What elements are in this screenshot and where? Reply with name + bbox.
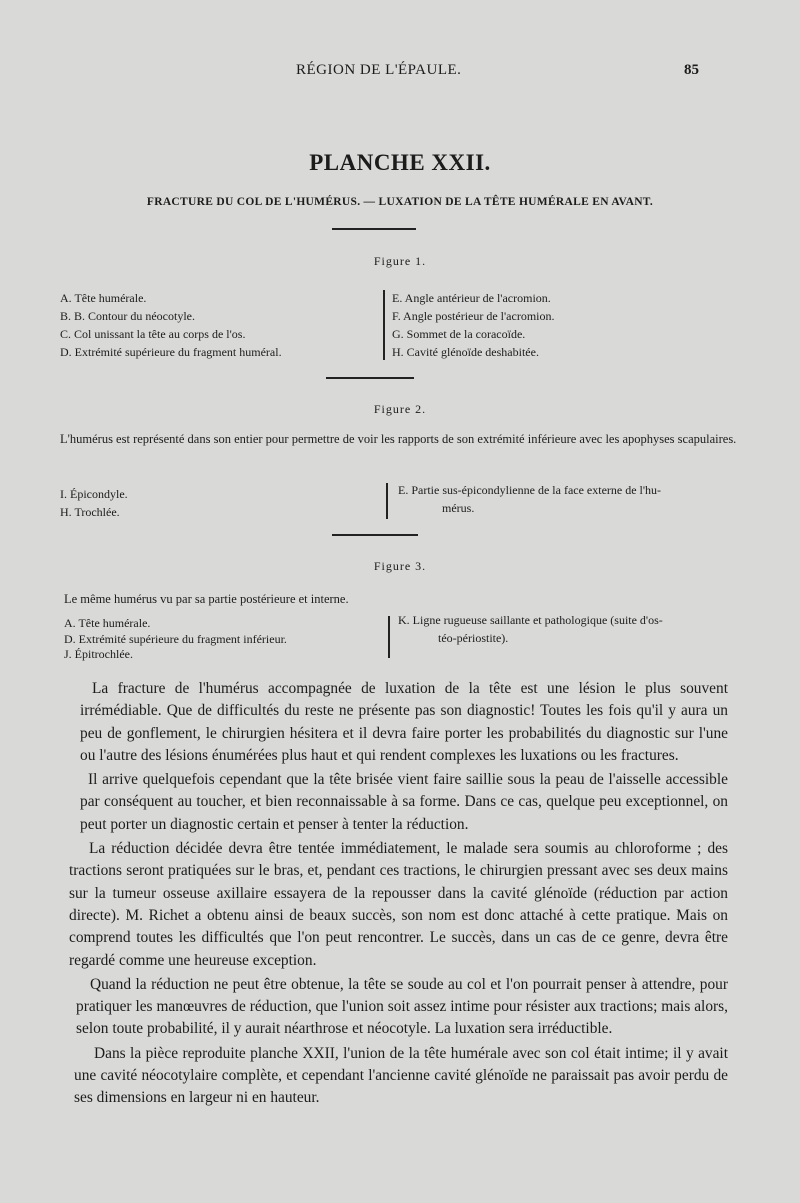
paragraph: Il arrive quelquefois cependant que la tête brisée vient faire saillie sous la peau de l'aisselle accessible par conséquent au toucher, et bien reconnaissable à sa forme. Dans ce cas, quelque peu exceptionnel, on peut porter un diagnostic certain et penser à tenter la réduction. — [80, 771, 728, 833]
running-title: RÉGION DE L'ÉPAULE. — [296, 62, 462, 78]
figure-3-legend-right — [398, 611, 663, 647]
legend-item: mérus. — [442, 501, 475, 515]
legend-item: D. Extrémité supérieure du fragment inférieur. — [64, 631, 287, 646]
figure-3-legend-left — [64, 616, 287, 663]
legend-item: E. Angle antérieur de l'acromion. — [392, 291, 551, 305]
plate-subtitle: FRACTURE DU COL DE L'HUMÉRUS. — LUXATION DE LA TÊTE HUMÉRALE EN AVANT. — [146, 196, 654, 208]
legend-item: F. Angle postérieur de l'acromion. — [392, 309, 555, 323]
legend-item: téo-périostite). — [438, 631, 509, 645]
running-head — [0, 62, 800, 86]
legend-item: K. Ligne rugueuse saillante et pathologique (suite d'os- — [398, 613, 663, 627]
divider-rule — [332, 228, 416, 230]
figure-1-title: Figure 1. — [373, 254, 427, 268]
legend-item: E. Partie sus-épicondylienne de la face externe de l'hu- — [398, 483, 662, 497]
figure-3-description: Le même humérus vu par sa partie postérieure et interne. — [64, 592, 349, 606]
legend-item: I. Épicondyle. — [60, 487, 128, 501]
legend-item: G. Sommet de la coracoïde. — [392, 327, 526, 341]
column-divider — [388, 616, 390, 658]
column-divider — [383, 290, 385, 360]
figure-1-legend-left — [60, 289, 282, 361]
legend-item: A. Tête humérale. — [64, 616, 151, 630]
legend-item: H. Trochlée. — [60, 505, 120, 519]
figure-2-legend-left — [60, 485, 128, 521]
legend-item: D. Extrémité supérieure du fragment huméral. — [60, 345, 282, 359]
figure-2-title: Figure 2. — [373, 402, 427, 416]
divider-rule — [332, 534, 418, 536]
figure-2-legend-right — [398, 481, 661, 517]
body-text — [69, 678, 728, 1112]
legend-item: J. Épitrochlée. — [64, 647, 133, 661]
legend-item: C. Col unissant la tête au corps de l'os. — [60, 327, 246, 341]
legend-item: A. Tête humérale. — [60, 291, 147, 305]
paragraph: La fracture de l'humérus accompagnée de luxation de la tête est une lésion le plus souvent irrémédiable. Que de difficultés du reste ne présente pas son diagnostic! Toutes les fois qu'il y aura un peu de gonflement, le chirurgien hésitera et il devra faire porter les probabilités du diagnostic sur l'une ou l'autre des lésions énumérées plus haut et qui rendent complexes les luxations ou les fractures. — [80, 680, 728, 764]
figure-3-title: Figure 3. — [373, 559, 427, 573]
legend-item: H. Cavité glénoïde deshabitée. — [392, 345, 539, 359]
column-divider — [386, 483, 388, 519]
legend-item: B. B. Contour du néocotyle. — [60, 309, 195, 323]
paragraph: Dans la pièce reproduite planche XXII, l'union de la tête humérale avec son col était intime; il y avait une cavité néocotylaire complète, et cependant l'ancienne cavité glénoïde ne paraissait pas avoir perdu de ses dimensions en largeur ni en hauteur. — [74, 1044, 728, 1107]
paragraph: Quand la réduction ne peut être obtenue, la tête se soude au col et l'on pourrait penser à attendre, pour pratiquer les manœuvres de réduction, que l'union soit assez intime pour résister aux tractions; mais alors, selon toute probabilité, il y aurait néarthrose et néocotyle. La luxation sera irréductible. — [76, 975, 728, 1038]
figure-1-legend-right — [392, 289, 555, 361]
page-number: 85 — [684, 62, 699, 78]
plate-title: PLANCHE XXII. — [309, 150, 491, 175]
divider-rule — [326, 377, 414, 379]
figure-2-description: L'humérus est représenté dans son entier pour permettre de voir les rapports de son extrémité inférieure avec les apophyses scapulaires. — [60, 432, 737, 446]
paragraph: La réduction décidée devra être tentée immédiatement, le malade sera soumis au chloroforme ; des tractions seront pratiquées sur le bras, et, pendant ces tractions, le chirurgien pressant avec ses deux mains sur la tumeur osseuse axillaire essayera de la repousser dans la cavité glénoïde (réduction par action directe). M. Richet a obtenu ainsi de beaux succès, son nom est donc attaché à cette pratique. Mais on comprend toutes les difficultés que l'on peut rencontrer. Le succès, dans un cas de ce genre, devra être regardé comme une heureuse exception. — [69, 840, 728, 969]
